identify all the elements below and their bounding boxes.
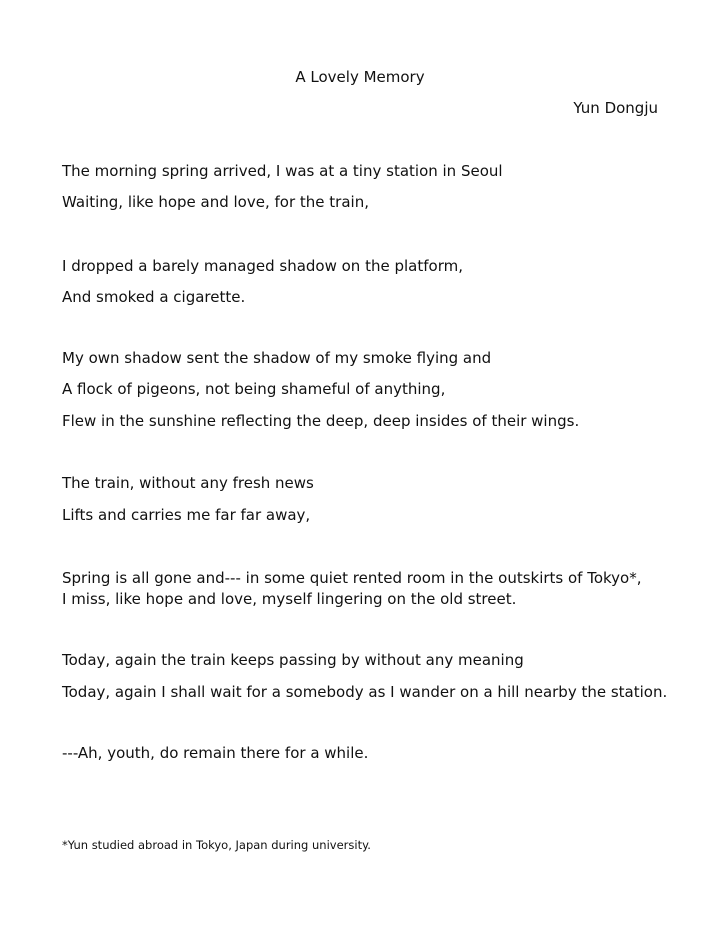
poem-line-4: And smoked a cigarette. xyxy=(62,288,246,306)
poem-line-5: My own shadow sent the shadow of my smoke flying and xyxy=(62,349,492,367)
poem-title: A Lovely Memory xyxy=(295,68,425,86)
poem-line-14: ---Ah, youth, do remain there for a while. xyxy=(62,744,369,762)
poem-line-11: I miss, like hope and love, myself lingering on the old street. xyxy=(62,590,517,608)
poem-line-10: Spring is all gone and--- in some quiet rented room in the outskirts of Tokyo*, xyxy=(62,569,642,587)
poem-line-6: A flock of pigeons, not being shameful of anything, xyxy=(62,380,446,398)
poem-line-13: Today, again I shall wait for a somebody as I wander on a hill nearby the station. xyxy=(62,683,668,701)
poem-line-2: Waiting, like hope and love, for the train, xyxy=(62,193,369,211)
poem-line-1: The morning spring arrived, I was at a tiny station in Seoul xyxy=(62,162,503,180)
poem-author: Yun Dongju xyxy=(573,99,658,117)
poem-line-7: Flew in the sunshine reflecting the deep, deep insides of their wings. xyxy=(62,412,580,430)
footnote: *Yun studied abroad in Tokyo, Japan during university. xyxy=(62,838,371,852)
poem-line-12: Today, again the train keeps passing by without any meaning xyxy=(62,651,524,669)
poem-line-3: I dropped a barely managed shadow on the platform, xyxy=(62,257,463,275)
poem-line-8: The train, without any fresh news xyxy=(62,474,314,492)
poem-line-9: Lifts and carries me far far away, xyxy=(62,506,311,524)
